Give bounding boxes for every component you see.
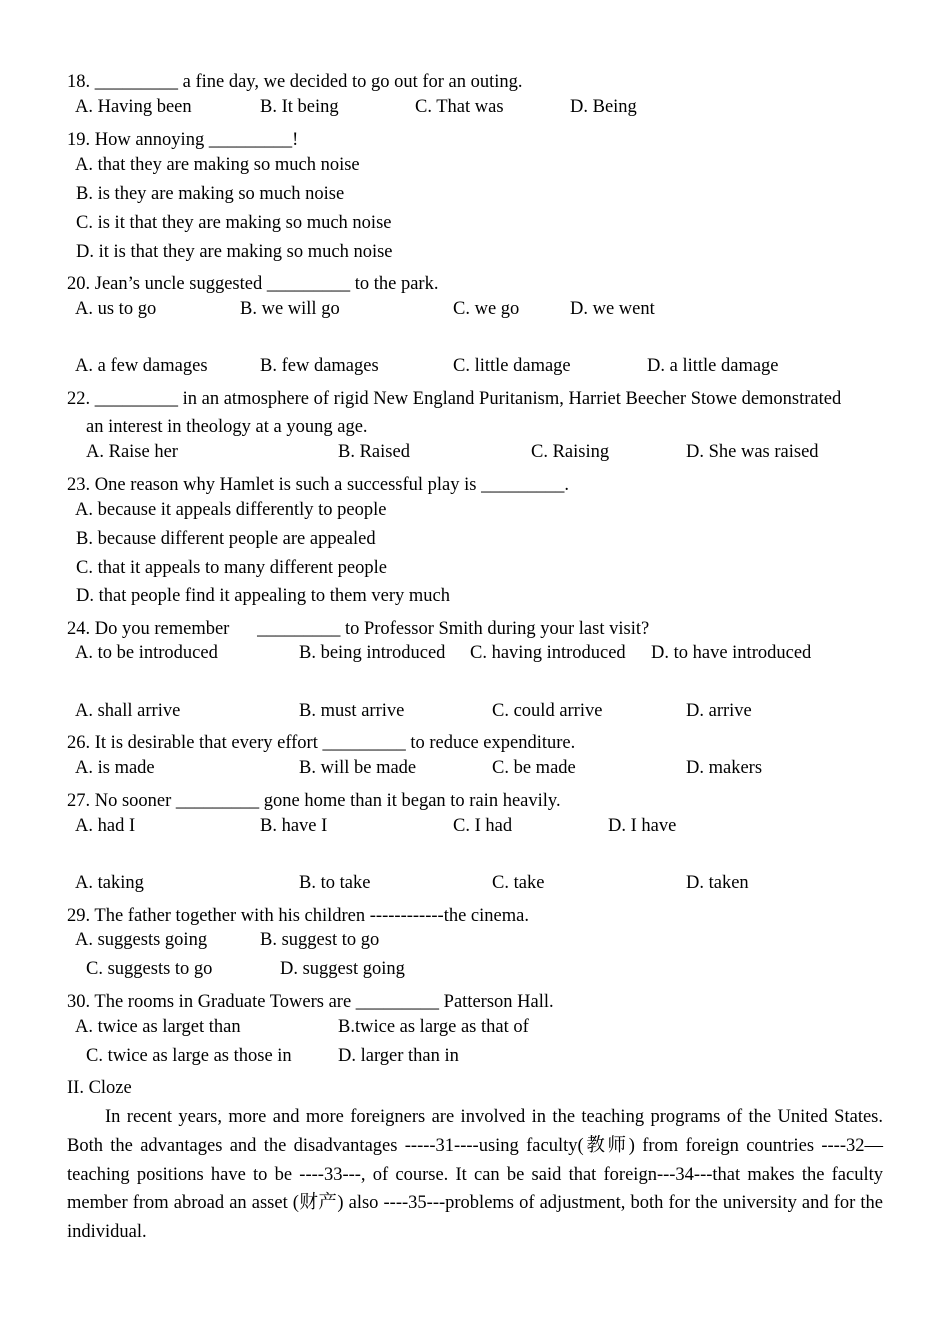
q18-option-d: D. Being	[570, 97, 637, 117]
question-20-stem: 20. Jean’s uncle suggested _________ to the park.	[67, 274, 439, 294]
q23-option-d: D. that people find it appealing to them very much	[76, 586, 451, 606]
question-26-stem: 26. It is desirable that every effort _________ to reduce expenditure.	[67, 733, 576, 753]
q22-option-a: A. Raise her	[86, 442, 178, 462]
q28-option-c: C. take	[492, 873, 545, 893]
question-30-stem: 30. The rooms in Graduate Towers are _________ Patterson Hall.	[67, 992, 554, 1012]
q20-option-c: C. we go	[453, 299, 520, 319]
q21-option-a: A. a few damages	[75, 356, 208, 376]
q23-option-b: B. because different people are appealed	[76, 529, 376, 549]
q23-option-a: A. because it appeals differently to people	[75, 500, 387, 520]
q30-option-b: B.twice as large as that of	[338, 1017, 529, 1037]
q19-option-c: C. is it that they are making so much noise	[76, 213, 392, 233]
q26-option-b: B. will be made	[299, 758, 417, 778]
q26-option-c: C. be made	[492, 758, 576, 778]
q24-option-a: A. to be introduced	[75, 643, 218, 663]
question-22-stem-continued: an interest in theology at a young age.	[86, 417, 368, 437]
q20-option-a: A. us to go	[75, 299, 157, 319]
q27-option-d: D. I have	[608, 816, 677, 836]
q27-option-a: A. had I	[75, 816, 136, 836]
q19-option-d: D. it is that they are making so much noise	[76, 242, 393, 262]
question-22-stem: 22. _________ in an atmosphere of rigid New England Puritanism, Harriet Beecher Stowe demonstrated	[67, 389, 842, 409]
q30-option-d: D. larger than in	[338, 1046, 459, 1066]
q24-option-d: D. to have introduced	[651, 643, 812, 663]
q30-option-a: A. twice as larget than	[75, 1017, 241, 1037]
q27-option-b: B. have I	[260, 816, 328, 836]
cloze-heading: II. Cloze	[67, 1078, 132, 1098]
q21-option-b: B. few damages	[260, 356, 379, 376]
q23-option-c: C. that it appeals to many different people	[76, 558, 387, 578]
question-23-stem: 23. One reason why Hamlet is such a successful play is _________.	[67, 475, 569, 495]
q22-option-c: C. Raising	[531, 442, 610, 462]
q22-option-d: D. She was raised	[686, 442, 819, 462]
q24-option-b: B. being introduced	[299, 643, 446, 663]
q28-option-d: D. taken	[686, 873, 749, 893]
question-18-stem: 18. _________ a fine day, we decided to go out for an outing.	[67, 72, 523, 92]
q27-option-c: C. I had	[453, 816, 513, 836]
q30-option-c: C. twice as large as those in	[86, 1046, 292, 1066]
q29-option-a: A. suggests going	[75, 930, 208, 950]
q29-option-d: D. suggest going	[280, 959, 405, 979]
q18-option-b: B. It being	[260, 97, 339, 117]
q24-option-c: C. having introduced	[470, 643, 626, 663]
q28-option-a: A. taking	[75, 873, 144, 893]
q21-option-c: C. little damage	[453, 356, 571, 376]
q25-option-a: A. shall arrive	[75, 701, 181, 721]
q20-option-b: B. we will go	[240, 299, 340, 319]
q22-option-b: B. Raised	[338, 442, 410, 462]
q18-option-a: A. Having been	[75, 97, 192, 117]
question-29-stem: 29. The father together with his children ------------the cinema.	[67, 906, 529, 926]
q19-option-a: A. that they are making so much noise	[75, 155, 360, 175]
q19-option-b: B. is they are making so much noise	[76, 184, 345, 204]
q25-option-d: D. arrive	[686, 701, 752, 721]
q28-option-b: B. to take	[299, 873, 371, 893]
question-19-stem: 19. How annoying _________!	[67, 130, 299, 150]
q26-option-a: A. is made	[75, 758, 155, 778]
cloze-paragraph: In recent years, more and more foreigners are involved in the teaching programs of the United States. Both the advantages and the disadvantages -----31----using faculty(教师) from foreign countries ----32—teaching positions have to be ----33---, of course. It can be said that foreign---34---that makes the faculty member from abroad an asset (财产) also ----35---problems of adjustment, both for the university and for the individual.	[67, 1107, 883, 1243]
q25-option-b: B. must arrive	[299, 701, 405, 721]
q26-option-d: D. makers	[686, 758, 763, 778]
q25-option-c: C. could arrive	[492, 701, 603, 721]
q29-option-c: C. suggests to go	[86, 959, 213, 979]
question-24-stem: 24. Do you remember _________ to Professor Smith during your last visit?	[67, 619, 650, 639]
q21-option-d: D. a little damage	[647, 356, 779, 376]
q18-option-c: C. That was	[415, 97, 504, 117]
q20-option-d: D. we went	[570, 299, 655, 319]
question-27-stem: 27. No sooner _________ gone home than it began to rain heavily.	[67, 791, 561, 811]
q29-option-b: B. suggest to go	[260, 930, 380, 950]
